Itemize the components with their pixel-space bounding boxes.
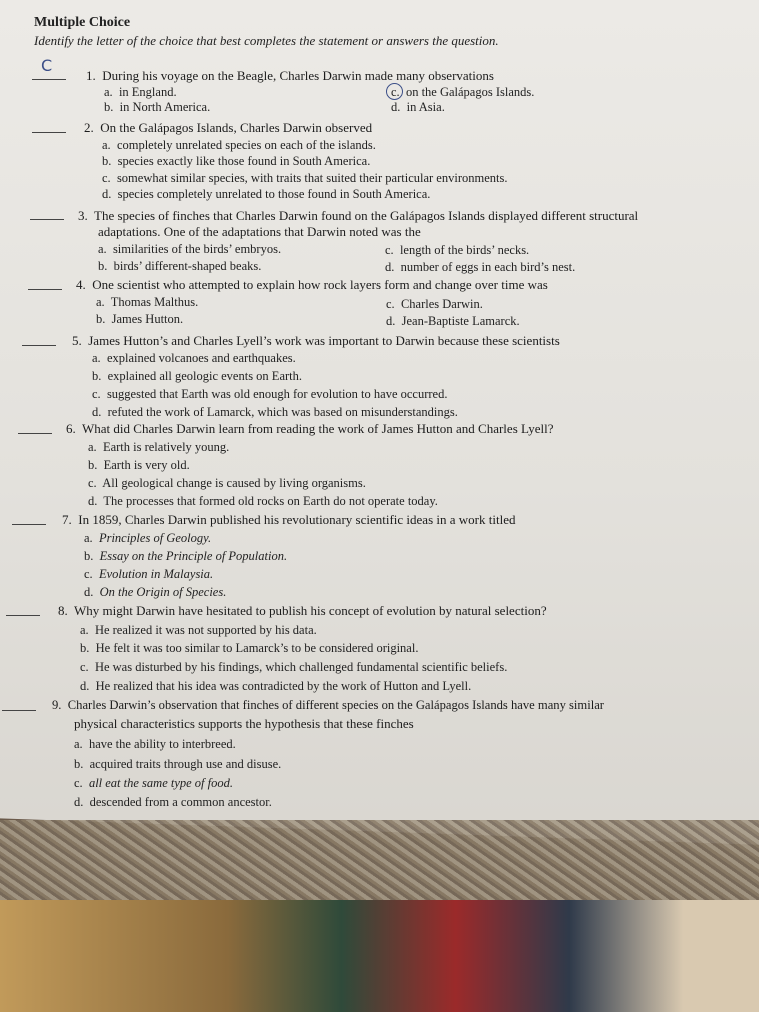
answer-blank-q6[interactable] [18, 433, 52, 434]
question-1-text: During his voyage on the Beagle, Charles Darwin made many observations [102, 68, 494, 83]
q9-option-b: b. acquired traits through use and disuse. [74, 757, 282, 771]
q9-option-d: d. descended from a common ancestor. [74, 795, 272, 809]
question-6: 6. What did Charles Darwin learn from reading the work of James Hutton and Charles Lyell? [66, 421, 554, 436]
q3-option-c: c. length of the birds’ necks. [385, 243, 530, 257]
q2-option-b: b. species exactly like those found in South America. [102, 154, 371, 168]
q7-option-c: c. Evolution in Malaysia. [84, 567, 214, 581]
q7-option-b: b. Essay on the Principle of Population. [84, 549, 288, 563]
question-7: 7. In 1859, Charles Darwin published his revolutionary scientific ideas in a work titled [62, 512, 516, 527]
handwritten-answer-q1: C [41, 56, 53, 75]
question-3-line2: adaptations. One of the adaptations that Darwin noted was the [98, 224, 421, 239]
q7-option-d: d. On the Origin of Species. [84, 585, 227, 599]
q8-option-a: a. He realized it was not supported by his data. [80, 623, 317, 637]
answer-blank-q9[interactable] [2, 710, 36, 711]
question-8: 8. Why might Darwin have hesitated to publish his concept of evolution by natural selection? [58, 603, 547, 618]
q8-option-b: b. He felt it was too similar to Lamarck’s to be considered original. [80, 641, 419, 655]
q4-option-c: c. Charles Darwin. [386, 297, 483, 311]
q2-option-d: d. species completely unrelated to those found in South America. [102, 187, 431, 201]
q5-option-c: c. suggested that Earth was old enough for evolution to have occurred. [92, 387, 448, 401]
answer-blank-q8[interactable] [6, 615, 40, 616]
question-1: 1. During his voyage on the Beagle, Charles Darwin made many observations [86, 68, 494, 83]
q9-option-a: a. have the ability to interbreed. [74, 737, 236, 751]
q2-option-a: a. completely unrelated species on each of the islands. [102, 138, 376, 152]
q8-option-d: d. He realized that his idea was contradicted by the work of Hutton and Lyell. [80, 679, 472, 693]
answer-blank-q1[interactable] [32, 79, 66, 80]
q5-option-d: d. refuted the work of Lamarck, which was based on misunderstandings. [92, 405, 458, 419]
q3-option-a: a. similarities of the birds’ embryos. [98, 242, 282, 256]
q2-option-c: c. somewhat similar species, with traits that suited their particular environments. [102, 171, 508, 185]
q9-option-c: c. all eat the same type of food. [74, 776, 234, 790]
q4-option-a: a. Thomas Malthus. [96, 295, 199, 309]
q6-option-a: a. Earth is relatively young. [88, 440, 230, 454]
q6-option-d: d. The processes that formed old rocks on Earth do not operate today. [88, 494, 438, 508]
answer-blank-q3[interactable] [30, 219, 64, 220]
q6-option-c: c. All geological change is caused by living organisms. [88, 476, 366, 490]
q7-option-a: a. Principles of Geology. [84, 531, 212, 545]
floor-background [0, 900, 759, 1012]
q1-option-d: d. in Asia. [391, 100, 445, 114]
answer-blank-q2[interactable] [32, 132, 66, 133]
q5-option-a: a. explained volcanoes and earthquakes. [92, 351, 296, 365]
q4-option-b: b. James Hutton. [96, 312, 184, 326]
question-9: 9. Charles Darwin’s observation that finches of different species on the Galápagos Islands have many similar [52, 698, 604, 712]
answer-blank-q4[interactable] [28, 289, 62, 290]
section-title: Multiple Choice [34, 15, 131, 30]
question-9-line2: physical characteristics supports the hypothesis that these finches [74, 716, 414, 731]
q1-option-b: b. in North America. [104, 100, 211, 114]
q1-option-a: a. in England. [104, 85, 177, 99]
q5-option-b: b. explained all geologic events on Earth. [92, 369, 303, 383]
question-4: 4. One scientist who attempted to explain how rock layers form and change over time was [76, 277, 548, 292]
q3-option-d: d. number of eggs in each bird’s nest. [385, 260, 576, 274]
q6-option-b: b. Earth is very old. [88, 458, 190, 472]
question-2: 2. On the Galápagos Islands, Charles Darwin observed [84, 120, 373, 135]
answer-blank-q5[interactable] [22, 345, 56, 346]
q3-option-b: b. birds’ different-shaped beaks. [98, 259, 262, 273]
instructions: Identify the letter of the choice that best completes the statement or answers the question. [34, 33, 499, 48]
q8-option-c: c. He was disturbed by his findings, which challenged fundamental scientific beliefs. [80, 660, 508, 674]
question-5: 5. James Hutton’s and Charles Lyell’s work was important to Darwin because these scientists [72, 333, 560, 348]
question-3: 3. The species of finches that Charles Darwin found on the Galápagos Islands displayed different structural [78, 208, 639, 223]
q1-option-c: c. on the Galápagos Islands. [391, 85, 535, 99]
answer-blank-q7[interactable] [12, 524, 46, 525]
q4-option-d: d. Jean-Baptiste Lamarck. [386, 314, 520, 328]
